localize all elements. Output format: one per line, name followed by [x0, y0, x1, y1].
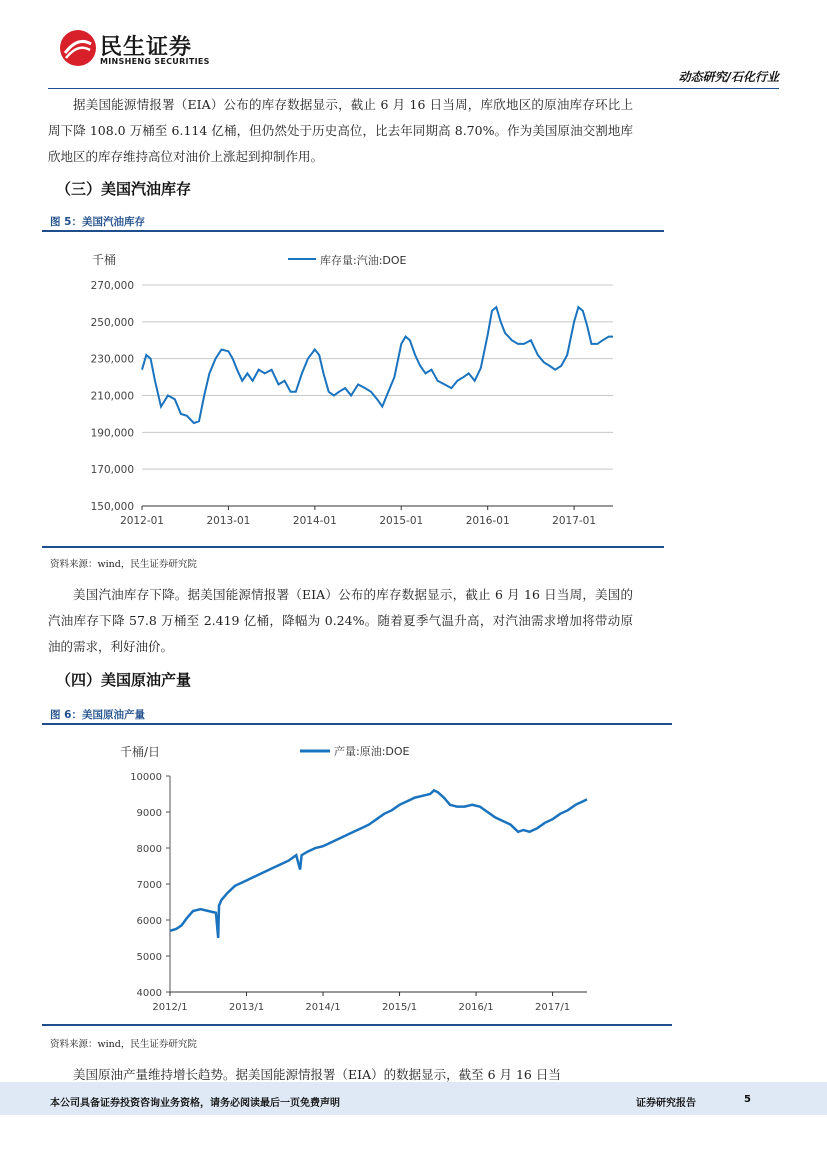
y-tick-label: 8000 [136, 844, 162, 855]
x-tick-label: 2013/1 [228, 1002, 265, 1013]
report-section-label: 动态研究/石化行业 [678, 70, 779, 84]
y-tick-label: 5000 [136, 952, 162, 963]
y-tick-label: 270,000 [90, 280, 134, 292]
header-divider [48, 88, 779, 89]
x-tick-label: 2014-01 [292, 515, 337, 527]
x-tick-label: 2016/1 [458, 1002, 494, 1013]
x-tick-label: 2015/1 [381, 1002, 418, 1013]
footer-disclaimer: 本公司具备证券投资咨询业务资格，请务必阅读最后一页免费声明 [50, 1098, 340, 1109]
figure-6-top-rule [42, 723, 672, 725]
y-tick-label: 4000 [136, 988, 162, 999]
section-heading-crude-production: （四）美国原油产量 [56, 671, 192, 689]
logo-text-en: MINSHENG SECURITIES [100, 57, 210, 66]
paragraph-gasoline-inventory: 美国汽油库存下降。据美国能源情报署（EIA）公布的库存数据显示，截止 6 月 16 日当周，美国的汽油库存下降 57.8 万桶至 2.419 亿桶，降幅为 0.24%。随着夏季气温升高，对汽油需求增加将带动原油的需求，利好油价。 [48, 587, 633, 654]
chart-2-unit-label: 千桶/日 [120, 745, 161, 759]
y-tick-label: 170,000 [90, 464, 134, 477]
brand-logo [58, 24, 228, 74]
figure-5-title: 图 5：美国汽油库存 [50, 216, 145, 228]
chart-2-series-line [170, 790, 587, 938]
figure-6-bottom-rule [42, 1024, 672, 1026]
page-number: 5 [744, 1094, 751, 1105]
y-tick-label: 190,000 [90, 427, 134, 440]
y-tick-label: 230,000 [90, 353, 134, 366]
x-tick-label: 2017/1 [534, 1002, 571, 1013]
y-tick-label: 10000 [130, 772, 162, 783]
figure-5-bottom-rule [42, 546, 664, 548]
figure-5-source: 资料来源：wind，民生证券研究院 [50, 559, 197, 570]
y-tick-label: 9000 [136, 808, 162, 819]
y-tick-label: 150,000 [90, 501, 134, 513]
logo-text-cn: 民生证券 [100, 35, 193, 60]
x-tick-label: 2015-01 [379, 515, 424, 527]
x-tick-label: 2012-01 [120, 515, 164, 527]
gasoline-inventory-chart [60, 240, 640, 540]
y-tick-label: 6000 [136, 916, 162, 927]
y-tick-label: 7000 [136, 880, 162, 891]
figure-6-source: 资料来源：wind，民生证券研究院 [50, 1039, 197, 1050]
chart-1-legend-label: 库存量:汽油:DOE [320, 254, 407, 267]
paragraph-cushing-inventory: 据美国能源情报署（EIA）公布的库存数据显示，截止 6 月 16 日当周，库欣地区的原油库存环比上周下降 108.0 万桶至 6.114 亿桶，但仍然处于历史高位，比去年同期高 8.70%。作为美国原油交割地库欣地区的库存维持高位对油价上涨起到抑制作用。 [48, 97, 633, 164]
x-tick-label: 2014/1 [305, 1002, 341, 1013]
y-tick-label: 210,000 [90, 390, 134, 403]
logo-mark-icon [58, 28, 98, 68]
crude-production-chart [100, 736, 600, 1016]
chart-2-legend-label: 产量:原油:DOE [334, 745, 410, 758]
paragraph-crude-production: 美国原油产量维持增长趋势。据美国能源情报署（EIA）的数据显示，截至 6 月 16 日当 [73, 1067, 561, 1082]
section-heading-gasoline: （三）美国汽油库存 [56, 180, 192, 198]
x-tick-label: 2017-01 [552, 515, 597, 527]
x-tick-label: 2016-01 [465, 515, 510, 527]
chart-1-series-line [142, 307, 613, 423]
footer-report-type: 证券研究报告 [636, 1098, 696, 1109]
y-tick-label: 250,000 [90, 316, 134, 329]
x-tick-label: 2012/1 [152, 1002, 188, 1013]
figure-5-top-rule [42, 230, 664, 232]
chart-1-unit-label: 千桶 [92, 253, 117, 267]
x-tick-label: 2013-01 [206, 515, 251, 527]
figure-6-title: 图 6：美国原油产量 [50, 709, 145, 721]
